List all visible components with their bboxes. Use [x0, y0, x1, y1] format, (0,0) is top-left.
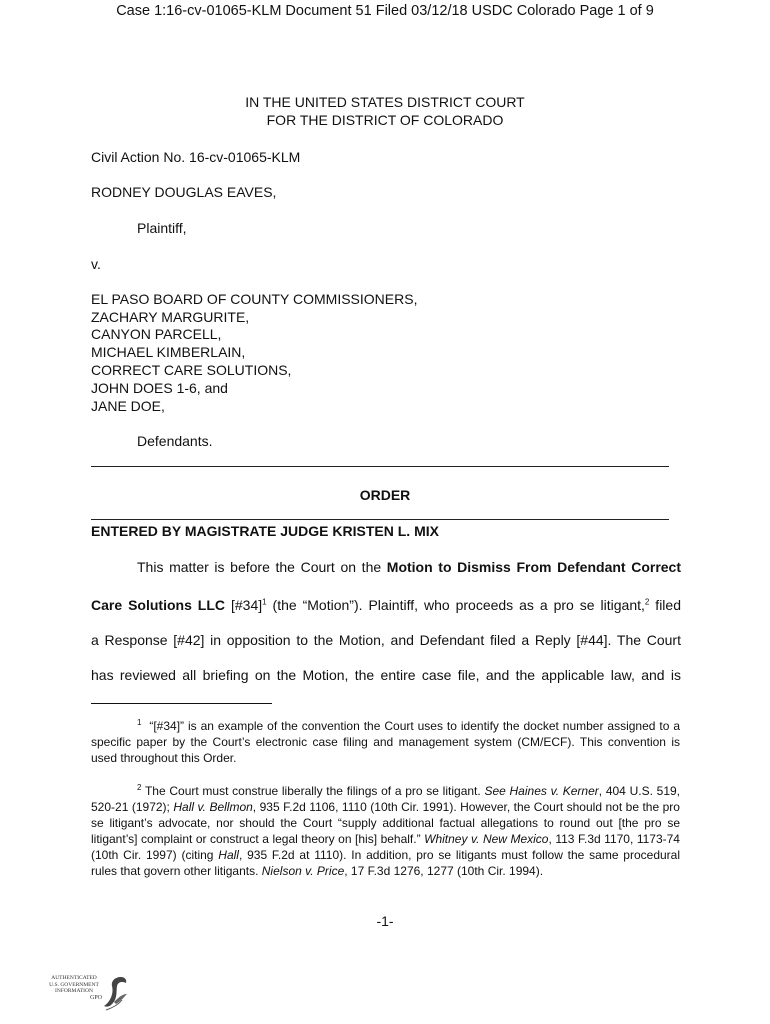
- body-line-1: This matter is before the Court on the Motion to Dismiss From Defendant Correct: [137, 559, 681, 575]
- caption-divider: [91, 466, 669, 467]
- court-name-line1: IN THE UNITED STATES DISTRICT COURT: [245, 94, 525, 110]
- case-header: Case 1:16-cv-01065-KLM Document 51 Filed 03/12/18 USDC Colorado Page 1 of 9: [116, 3, 654, 19]
- defendant-line: JANE DOE,: [91, 398, 165, 414]
- seal-text: U.S. GOVERNMENT: [49, 981, 99, 988]
- court-name-line2: FOR THE DISTRICT OF COLORADO: [266, 112, 504, 128]
- defendant-line: CANYON PARCELL,: [91, 326, 222, 342]
- defendant-line: ZACHARY MARGURITE,: [91, 309, 250, 325]
- body-line-4: has reviewed all briefing on the Motion, the entire case file, and the applicable law, and is: [91, 667, 681, 683]
- seal-text: AUTHENTICATED: [51, 975, 97, 981]
- eagle-icon: [100, 972, 130, 1012]
- civil-action-number: Civil Action No. 16-cv-01065-KLM: [91, 149, 301, 165]
- defendants-role: Defendants.: [137, 433, 213, 449]
- plaintiff-role: Plaintiff,: [137, 220, 187, 236]
- seal-text: GPO: [89, 994, 102, 1001]
- seal-text: INFORMATION: [55, 988, 93, 994]
- defendant-line: CORRECT CARE SOLUTIONS,: [91, 362, 292, 378]
- versus: v.: [91, 256, 101, 272]
- body-line-3: a Response [#42] in opposition to the Motion, and Defendant filed a Reply [#44]. The Court: [91, 632, 681, 648]
- footnote-2: $^2$ The Court must construe liberally the filings of a pro se litigant. See Haines v. Kerner, 404 U.S. 519, 520-21 (1972); Hall v. Bellmon, 935 F.2d 1106, 1110 (10th Cir. 1991). However, the Court should not be the pro se litigant’s advocate, nor should the Court “supply additional factual allegations to round out [the pro se litigant’s] complaint or construct a legal theory on [his] behalf.” Whitney v. New Mexico, 113 F.3d 1170, 1173-74 (10th Cir. 1997) (citing Hall, 935 F.2d at 1110). In addition, pro se litigants must follow the same procedural rules that govern other litigants. Nielson v. Price, 17 F.3d 1276, 1277 (10th Cir. 1994).: [91, 783, 680, 878]
- defendant-line: JOHN DOES 1-6, and: [91, 380, 228, 396]
- page-number: -1-: [376, 913, 394, 929]
- plaintiff-name: RODNEY DOUGLAS EAVES,: [91, 184, 277, 200]
- defendant-line: EL PASO BOARD OF COUNTY COMMISSIONERS,: [91, 291, 418, 307]
- entered-by: ENTERED BY MAGISTRATE JUDGE KRISTEN L. MIX: [91, 523, 439, 539]
- footnote-divider: [91, 703, 272, 704]
- body-line-2: Care Solutions LLC [#34]$^1$ (the “Motion”). Plaintiff, who proceeds as a pro se litigant,$^2$ filed: [91, 597, 681, 613]
- defendant-line: MICHAEL KIMBERLAIN,: [91, 344, 246, 360]
- title-divider: [91, 519, 669, 520]
- footnote-1: $^1$ “[#34]” is an example of the convention the Court uses to identify the docket number assigned to a specific paper by the Court’s electronic case filing and management system (CM/ECF). This convention is used throughout this Order.: [91, 718, 680, 765]
- gpo-authentication-seal: [44, 972, 134, 1016]
- order-title: ORDER: [359, 487, 411, 503]
